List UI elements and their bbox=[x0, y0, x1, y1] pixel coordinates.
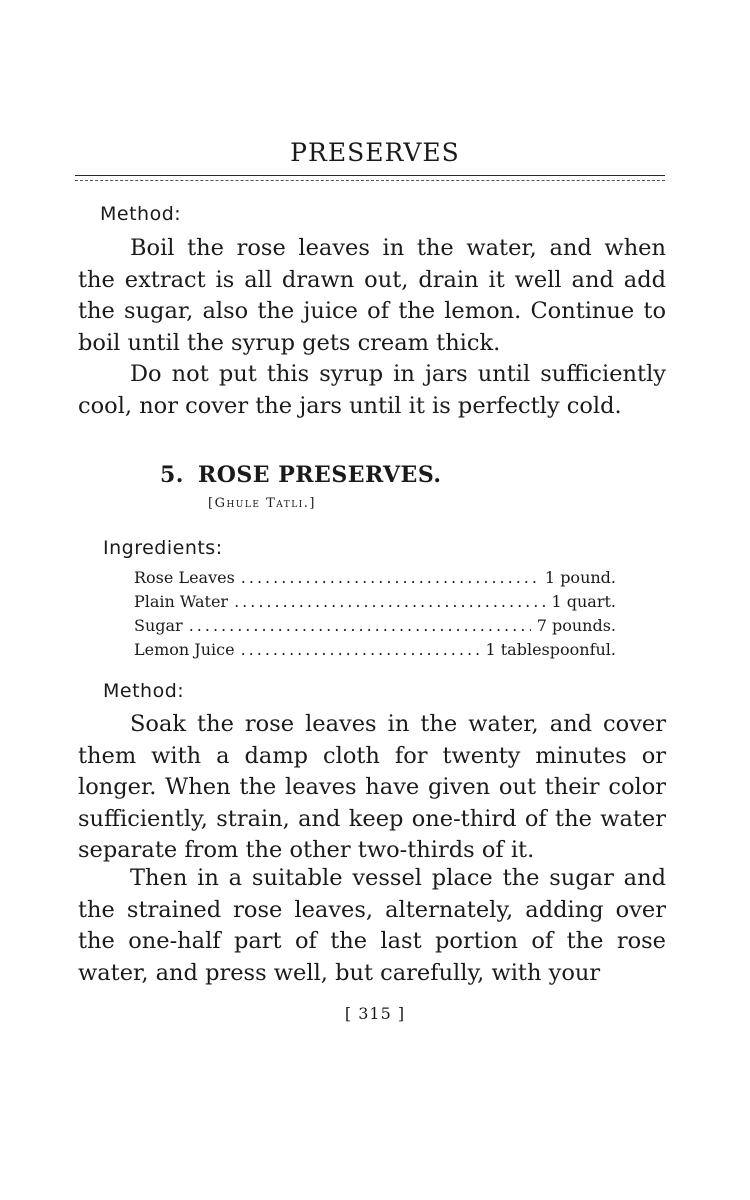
page-number: [ 315 ] bbox=[344, 1004, 406, 1023]
ingredient-row bbox=[134, 568, 616, 592]
recipe-title: ROSE PRESERVES. bbox=[197, 462, 442, 488]
running-head: PRESERVES bbox=[290, 138, 460, 167]
recipe-subtitle: [Ghule Tatli.] bbox=[208, 496, 316, 511]
method-label: Method: bbox=[103, 680, 185, 702]
ingredient-row bbox=[134, 592, 616, 616]
ingredients-label: Ingredients: bbox=[103, 537, 223, 559]
ingredient-name: Sugar bbox=[134, 616, 183, 635]
ingredient-quantity: 1 quart. bbox=[551, 592, 616, 611]
recipe-heading bbox=[160, 462, 442, 488]
ingredient-row bbox=[134, 616, 616, 640]
dot-leader bbox=[189, 616, 531, 635]
dot-leader bbox=[241, 568, 539, 587]
ingredients-list bbox=[134, 568, 616, 664]
header-rule bbox=[75, 175, 665, 176]
ingredient-quantity: 1 pound. bbox=[544, 568, 616, 587]
method-paragraph: Do not put this syrup in jars until sufficiently cool, nor cover the jars until it is perfectly cold. bbox=[78, 361, 666, 419]
ingredient-quantity: 7 pounds. bbox=[536, 616, 616, 635]
method-paragraph: Soak the rose leaves in the water, and cover them with a damp cloth for twenty minutes or longer. When the leaves have given out their color sufficiently, strain, and keep one-third of the water separate from the other two-thirds of it. bbox=[78, 711, 666, 863]
ingredient-row bbox=[134, 640, 616, 664]
ingredient-name: Rose Leaves bbox=[134, 568, 235, 587]
method-paragraph: Then in a suitable vessel place the sugar and the strained rose leaves, alternately, adding over the one-half part of the last portion of the rose water, and press well, but carefully, with your bbox=[78, 865, 666, 986]
dot-leader bbox=[241, 640, 480, 659]
method-label: Method: bbox=[100, 203, 182, 225]
ingredient-quantity: 1 tablespoonful. bbox=[485, 640, 616, 659]
ingredient-name: Plain Water bbox=[134, 592, 229, 611]
recipe-number: 5. bbox=[160, 462, 184, 488]
ingredient-name: Lemon Juice bbox=[134, 640, 235, 659]
dot-leader bbox=[234, 592, 545, 611]
header-rule-broken bbox=[75, 180, 665, 181]
method-paragraph: Boil the rose leaves in the water, and when the extract is all drawn out, drain it well and add the sugar, also the juice of the lemon. Continue to boil until the syrup gets cream thick. bbox=[78, 235, 666, 356]
